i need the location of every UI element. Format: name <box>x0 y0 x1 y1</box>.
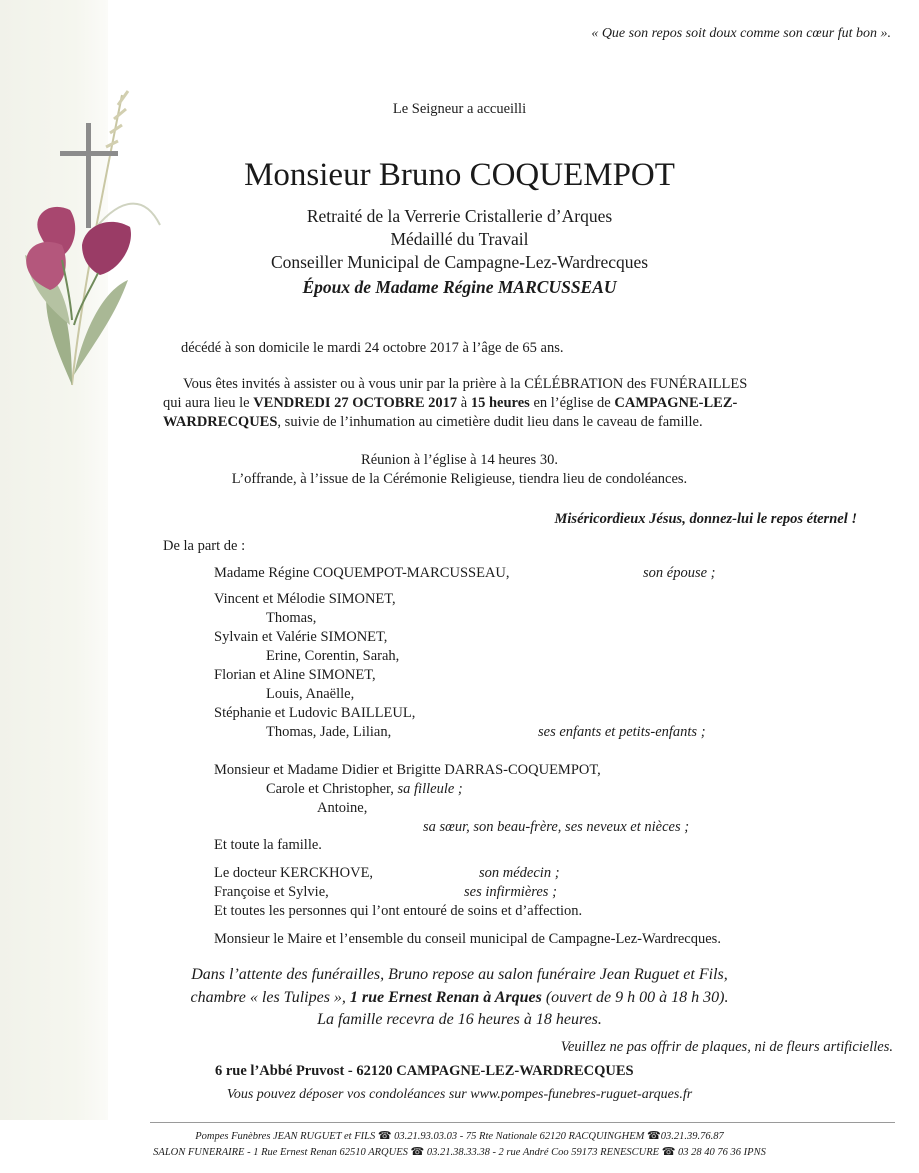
epigraph: « Que son repos soit doux comme son cœur fut bon ». <box>591 26 891 41</box>
child-line: Vincent et Mélodie SIMONET, <box>214 591 396 607</box>
footer-text: SALON FUNERAIRE - 1 Rue Ernest Renan 62510 ARQUES <box>153 1147 408 1158</box>
ceremony-place: CAMPAGNE-LEZ- <box>614 395 738 411</box>
phone-icon: ☎ <box>661 1146 676 1158</box>
footer-line-2 <box>0 1145 919 1160</box>
ceremony-text: en l’église de <box>529 395 615 411</box>
doctor-role: son médecin ; <box>479 865 560 881</box>
phone-icon: ☎ <box>410 1146 425 1158</box>
doctor-line: Le docteur KERCKHOVE, <box>214 865 374 881</box>
funeral-home-line-2 <box>0 988 919 1008</box>
children-role: ses enfants et petits-enfants ; <box>538 724 706 740</box>
goddaughter-role: sa filleule ; <box>397 781 463 797</box>
offering-line: L’offrande, à l’issue de la Cérémonie Religieuse, tiendra lieu de condoléances. <box>231 471 688 487</box>
phone-icon: ☎ <box>647 1130 661 1142</box>
ceremony-text: qui aura lieu le <box>163 395 254 411</box>
sister-line: Monsieur et Madame Didier et Brigitte DARRAS-COQUEMPOT, <box>214 762 601 778</box>
grandchild-line: Thomas, <box>266 610 317 626</box>
grandchild-line: Louis, Anaëlle, <box>266 686 355 702</box>
sister-role: sa sœur, son beau-frère, ses neveux et nièces ; <box>423 819 690 835</box>
funeral-home-address: 1 rue Ernest Renan à Arques <box>349 989 542 1006</box>
footer-text: 03 28 40 76 36 IPNS <box>678 1147 766 1158</box>
footer-line-1 <box>0 1129 919 1144</box>
nurses-line: Françoise et Sylvie, <box>214 884 329 900</box>
no-flowers-line: Veuillez ne pas offrir de plaques, ni de fleurs artificielles. <box>560 1039 893 1055</box>
funeral-home-line-3: La famille recevra de 16 heures à 18 heures. <box>317 1011 602 1028</box>
ceremony-time: 15 heures <box>470 395 530 411</box>
ceremony-date: VENDREDI 27 OCTOBRE 2017 <box>253 395 458 411</box>
death-notice: décédé à son domicile le mardi 24 octobre 2017 à l’âge de 65 ans. <box>181 340 564 356</box>
ceremony-place: WARDRECQUES <box>163 414 278 430</box>
nurses-role: ses infirmières ; <box>464 884 557 900</box>
spouse-name: Madame Régine COQUEMPOT-MARCUSSEAU, <box>214 565 510 581</box>
deceased-title-2: Médaillé du Travail <box>390 229 529 249</box>
footer-text: 03.21.39.76.87 <box>660 1131 724 1142</box>
deceased-spouse: Époux de Madame Régine MARCUSSEAU <box>302 277 617 297</box>
footer-text: 03.21.38.33.38 - 2 rue André Coo 59173 RENESCURE <box>426 1147 660 1158</box>
footer-text: 03.21.93.03.03 - 75 Rte Nationale 62120 RACQUINGHEM <box>394 1131 645 1142</box>
caregivers-line: Et toutes les personnes qui l’ont entouré de soins et d’affection. <box>214 903 583 919</box>
spouse-role: son épouse ; <box>643 565 716 581</box>
reunion-line: Réunion à l’église à 14 heures 30. <box>361 452 558 468</box>
footer-divider <box>150 1122 895 1123</box>
grandchild-line: Thomas, Jade, Lilian, <box>266 724 392 740</box>
family-address: 6 rue l’Abbé Pruvost - 62120 CAMPAGNE-LEZ-WARDRECQUES <box>215 1063 634 1079</box>
child-line: Florian et Aline SIMONET, <box>214 667 376 683</box>
nephew-line: Antoine, <box>317 800 368 816</box>
grandchild-line: Erine, Corentin, Sarah, <box>266 648 400 664</box>
intro-line: Le Seigneur a accueilli <box>392 101 527 117</box>
ceremony-line-1: Vous êtes invités à assister ou à vous unir par la prière à la CÉLÉBRATION des FUNÉRAILLES <box>183 376 748 392</box>
mayor-line: Monsieur le Maire et l’ensemble du conseil municipal de Campagne-Lez-Wardrecques. <box>214 931 721 947</box>
footer-text: Pompes Funèbres JEAN RUGUET et FILS <box>195 1131 376 1142</box>
from-label: De la part de : <box>163 538 246 554</box>
deceased-title-1: Retraité de la Verrerie Cristallerie d’Arques <box>306 206 613 226</box>
funeral-home-line-1: Dans l’attente des funérailles, Bruno repose au salon funéraire Jean Ruguet et Fils, <box>191 966 728 983</box>
deceased-title-3: Conseiller Municipal de Campagne-Lez-Wardrecques <box>270 252 649 272</box>
ceremony-line-2 <box>163 394 737 412</box>
ceremony-text: , suivie de l’inhumation au cimetière dudit lieu dans le caveau de famille. <box>277 414 703 430</box>
prayer-line: Miséricordieux Jésus, donnez-lui le repos éternel ! <box>554 511 857 527</box>
whole-family-line: Et toute la famille. <box>214 837 322 853</box>
phone-icon: ☎ <box>377 1130 392 1142</box>
goddaughter-line <box>266 780 463 798</box>
ceremony-line-3 <box>163 413 703 431</box>
deceased-name: Monsieur Bruno COQUEMPOT <box>244 157 675 193</box>
ceremony-text: à <box>457 395 471 411</box>
goddaughter-names: Carole et Christopher, <box>266 781 394 797</box>
funeral-home-text: (ouvert de 9 h 00 à 18 h 30). <box>541 989 729 1006</box>
child-line: Sylvain et Valérie SIMONET, <box>214 629 388 645</box>
condolences-line: Vous pouvez déposer vos condoléances sur www.pompes-funebres-ruguet-arques.fr <box>226 1087 693 1102</box>
funeral-home-text: chambre « les Tulipes », <box>190 989 350 1006</box>
child-line: Stéphanie et Ludovic BAILLEUL, <box>214 705 416 721</box>
